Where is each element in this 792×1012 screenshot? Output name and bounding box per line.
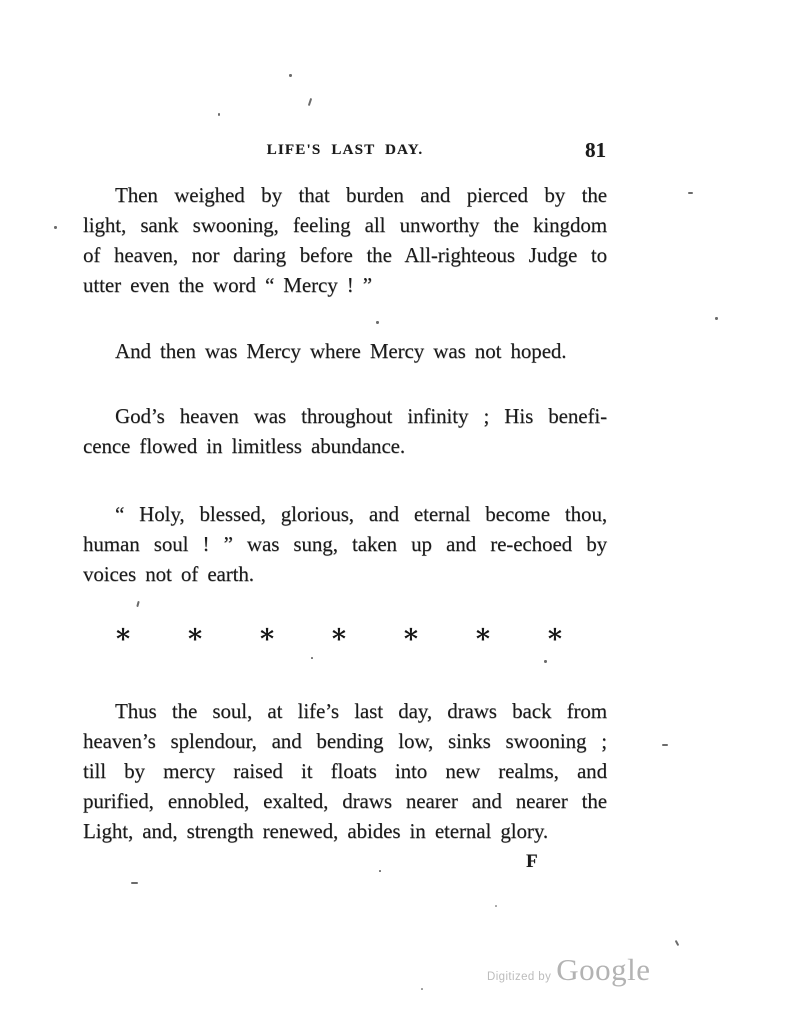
text-line: light, sank swooning, feeling all unworthy the kingdom: [83, 213, 607, 237]
asterisk: *: [403, 624, 418, 655]
scan-speck: [218, 113, 220, 116]
scan-speck: [54, 226, 57, 229]
text-line: “ Holy, blessed, glorious, and eternal become thou,: [115, 502, 607, 526]
text-line: And then was Mercy where Mercy was not hoped.: [115, 339, 567, 363]
text-line: of heaven, nor daring before the All-righteous Judge to: [83, 243, 607, 267]
asterisk: *: [475, 624, 490, 655]
scan-speck: [688, 192, 693, 194]
signature-mark: F: [526, 851, 538, 872]
page-header: [83, 138, 607, 166]
asterisk-separator: [116, 624, 562, 655]
scan-speck: [308, 98, 312, 106]
paragraph-3: [83, 401, 607, 461]
paragraph-5: [83, 696, 607, 846]
scan-speck: [131, 882, 138, 884]
watermark-prefix: Digitized by: [487, 971, 552, 983]
paragraph-4: [83, 499, 607, 589]
text-line: utter even the word “ Mercy ! ”: [83, 273, 373, 297]
page-number: 81: [585, 138, 606, 162]
text-line: God’s heaven was throughout infinity ; His benefi-: [115, 404, 607, 428]
text-line: Light, and, strength renewed, abides in eternal glory.: [83, 819, 549, 843]
scan-speck: [421, 988, 423, 990]
text-line: till by mercy raised it floats into new realms, and: [83, 759, 607, 783]
scan-speck: [662, 744, 668, 746]
scan-speck: [379, 870, 381, 872]
scan-speck: [311, 657, 313, 659]
asterisk: *: [547, 624, 562, 655]
text-line: purified, ennobled, exalted, draws nearer and nearer the: [83, 789, 607, 813]
text-line: heaven’s splendour, and bending low, sinks swooning ;: [83, 729, 607, 753]
scan-speck: [544, 660, 547, 663]
scan-speck: [136, 601, 139, 607]
paragraph-2: [83, 336, 607, 366]
scan-speck: [376, 321, 379, 324]
text-line: cence flowed in limitless abundance.: [83, 434, 406, 458]
asterisk: *: [259, 624, 275, 655]
asterisk: *: [116, 624, 131, 655]
scan-speck: [495, 905, 497, 907]
asterisk: *: [187, 624, 203, 655]
scan-speck: [289, 74, 292, 77]
scan-speck: [715, 317, 718, 320]
google-logo: Google: [556, 952, 651, 987]
text-line: human soul ! ” was sung, taken up and re-echoed by: [83, 532, 607, 556]
text-line: Thus the soul, at life’s last day, draws back from: [115, 699, 607, 723]
paragraph-1: [83, 180, 607, 300]
running-title: LIFE'S LAST DAY.: [266, 142, 424, 158]
asterisk: *: [331, 624, 347, 655]
google-watermark: [487, 952, 651, 988]
text-line: Then weighed by that burden and pierced by the: [115, 183, 607, 207]
text-line: voices not of earth.: [83, 562, 254, 586]
scan-speck: [675, 940, 680, 946]
